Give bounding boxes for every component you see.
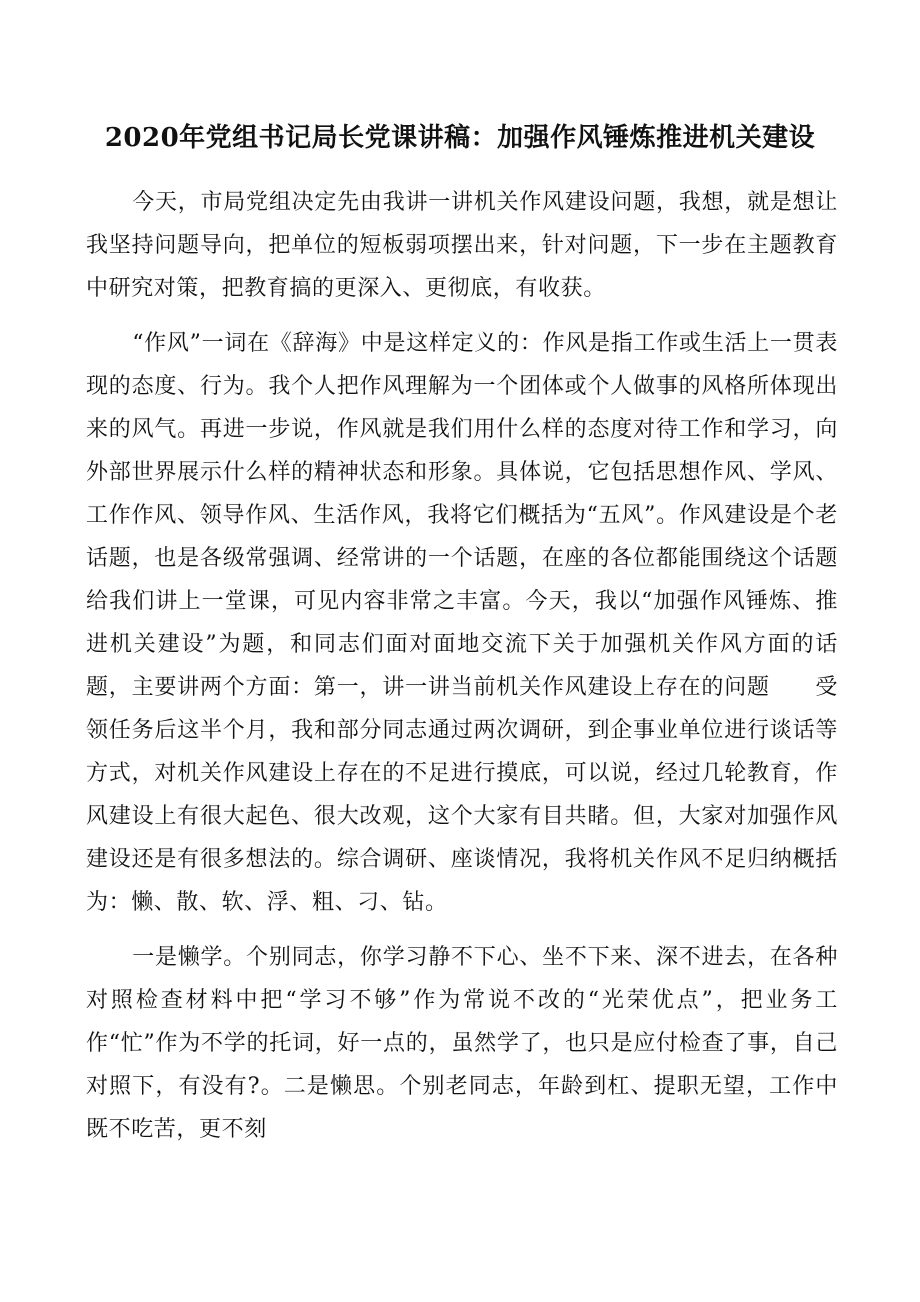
paragraph-2: “作风”一词在《辞海》中是这样定义的：作风是指工作或生活上一贯表现的态度、行为。我个人把作风理解为一个团体或个人做事的风格所体现出来的风气。再进一步说，作风就是我们用什么样的态度对待工作和学习，向外部世界展示什么样的精神状态和形象。具体说，它包括思想作风、学风、工作作风、领导作风、生活作风，我将它们概括为“五风”。作风建设是个老话题，也是各级常强调、经常讲的一个话题，在座的各位都能围绕这个话题给我们讲上一堂课，可见内容非常之丰富。今天，我以“加强作风锤炼、推进机关建设”为题，和同志们面对面地交流下关于加强机关作风方面的话题，主要讲两个方面：第一，讲一讲当前机关作风建设上存在的问题 受领任务后这半个月，我和部分同志通过两次调研，到企事业单位进行谈话等方式，对机关作风建设上存在的不足进行摸底，可以说，经过几轮教育，作风建设上有很大起色、很大改观，这个大家有目共睹。但，大家对加强作风建设还是有很多想法的。综合调研、座谈情况，我将机关作风不足归纳概括为：懒、散、软、浮、粗、刁、钻。 — [86, 331, 838, 915]
document-title: 2020年党组书记局长党课讲稿：加强作风锤炼推进机关建设 — [104, 123, 816, 153]
paragraph-3: 一是懒学。个别同志，你学习静不下心、坐不下来、深不进去，在各种对照检查材料中把“学习不够”作为常说不改的“光荣优点”，把业务工作“忙”作为不学的托词，好一点的，虽然学了，也只是应付检查了事，自己对照下，有没有?。二是懒思。个别老同志，年龄到杠、提职无望，工作中既不吃苦，更不刻 — [86, 945, 838, 1142]
paragraph-1: 今天，市局党组决定先由我讲一讲机关作风建设问题，我想，就是想让我坚持问题导向，把单位的短板弱项摆出来，针对问题，下一步在主题教育中研究对策，把教育搞的更深入、更彻底，有收获。 — [86, 190, 838, 301]
document-body — [86, 181, 838, 1163]
